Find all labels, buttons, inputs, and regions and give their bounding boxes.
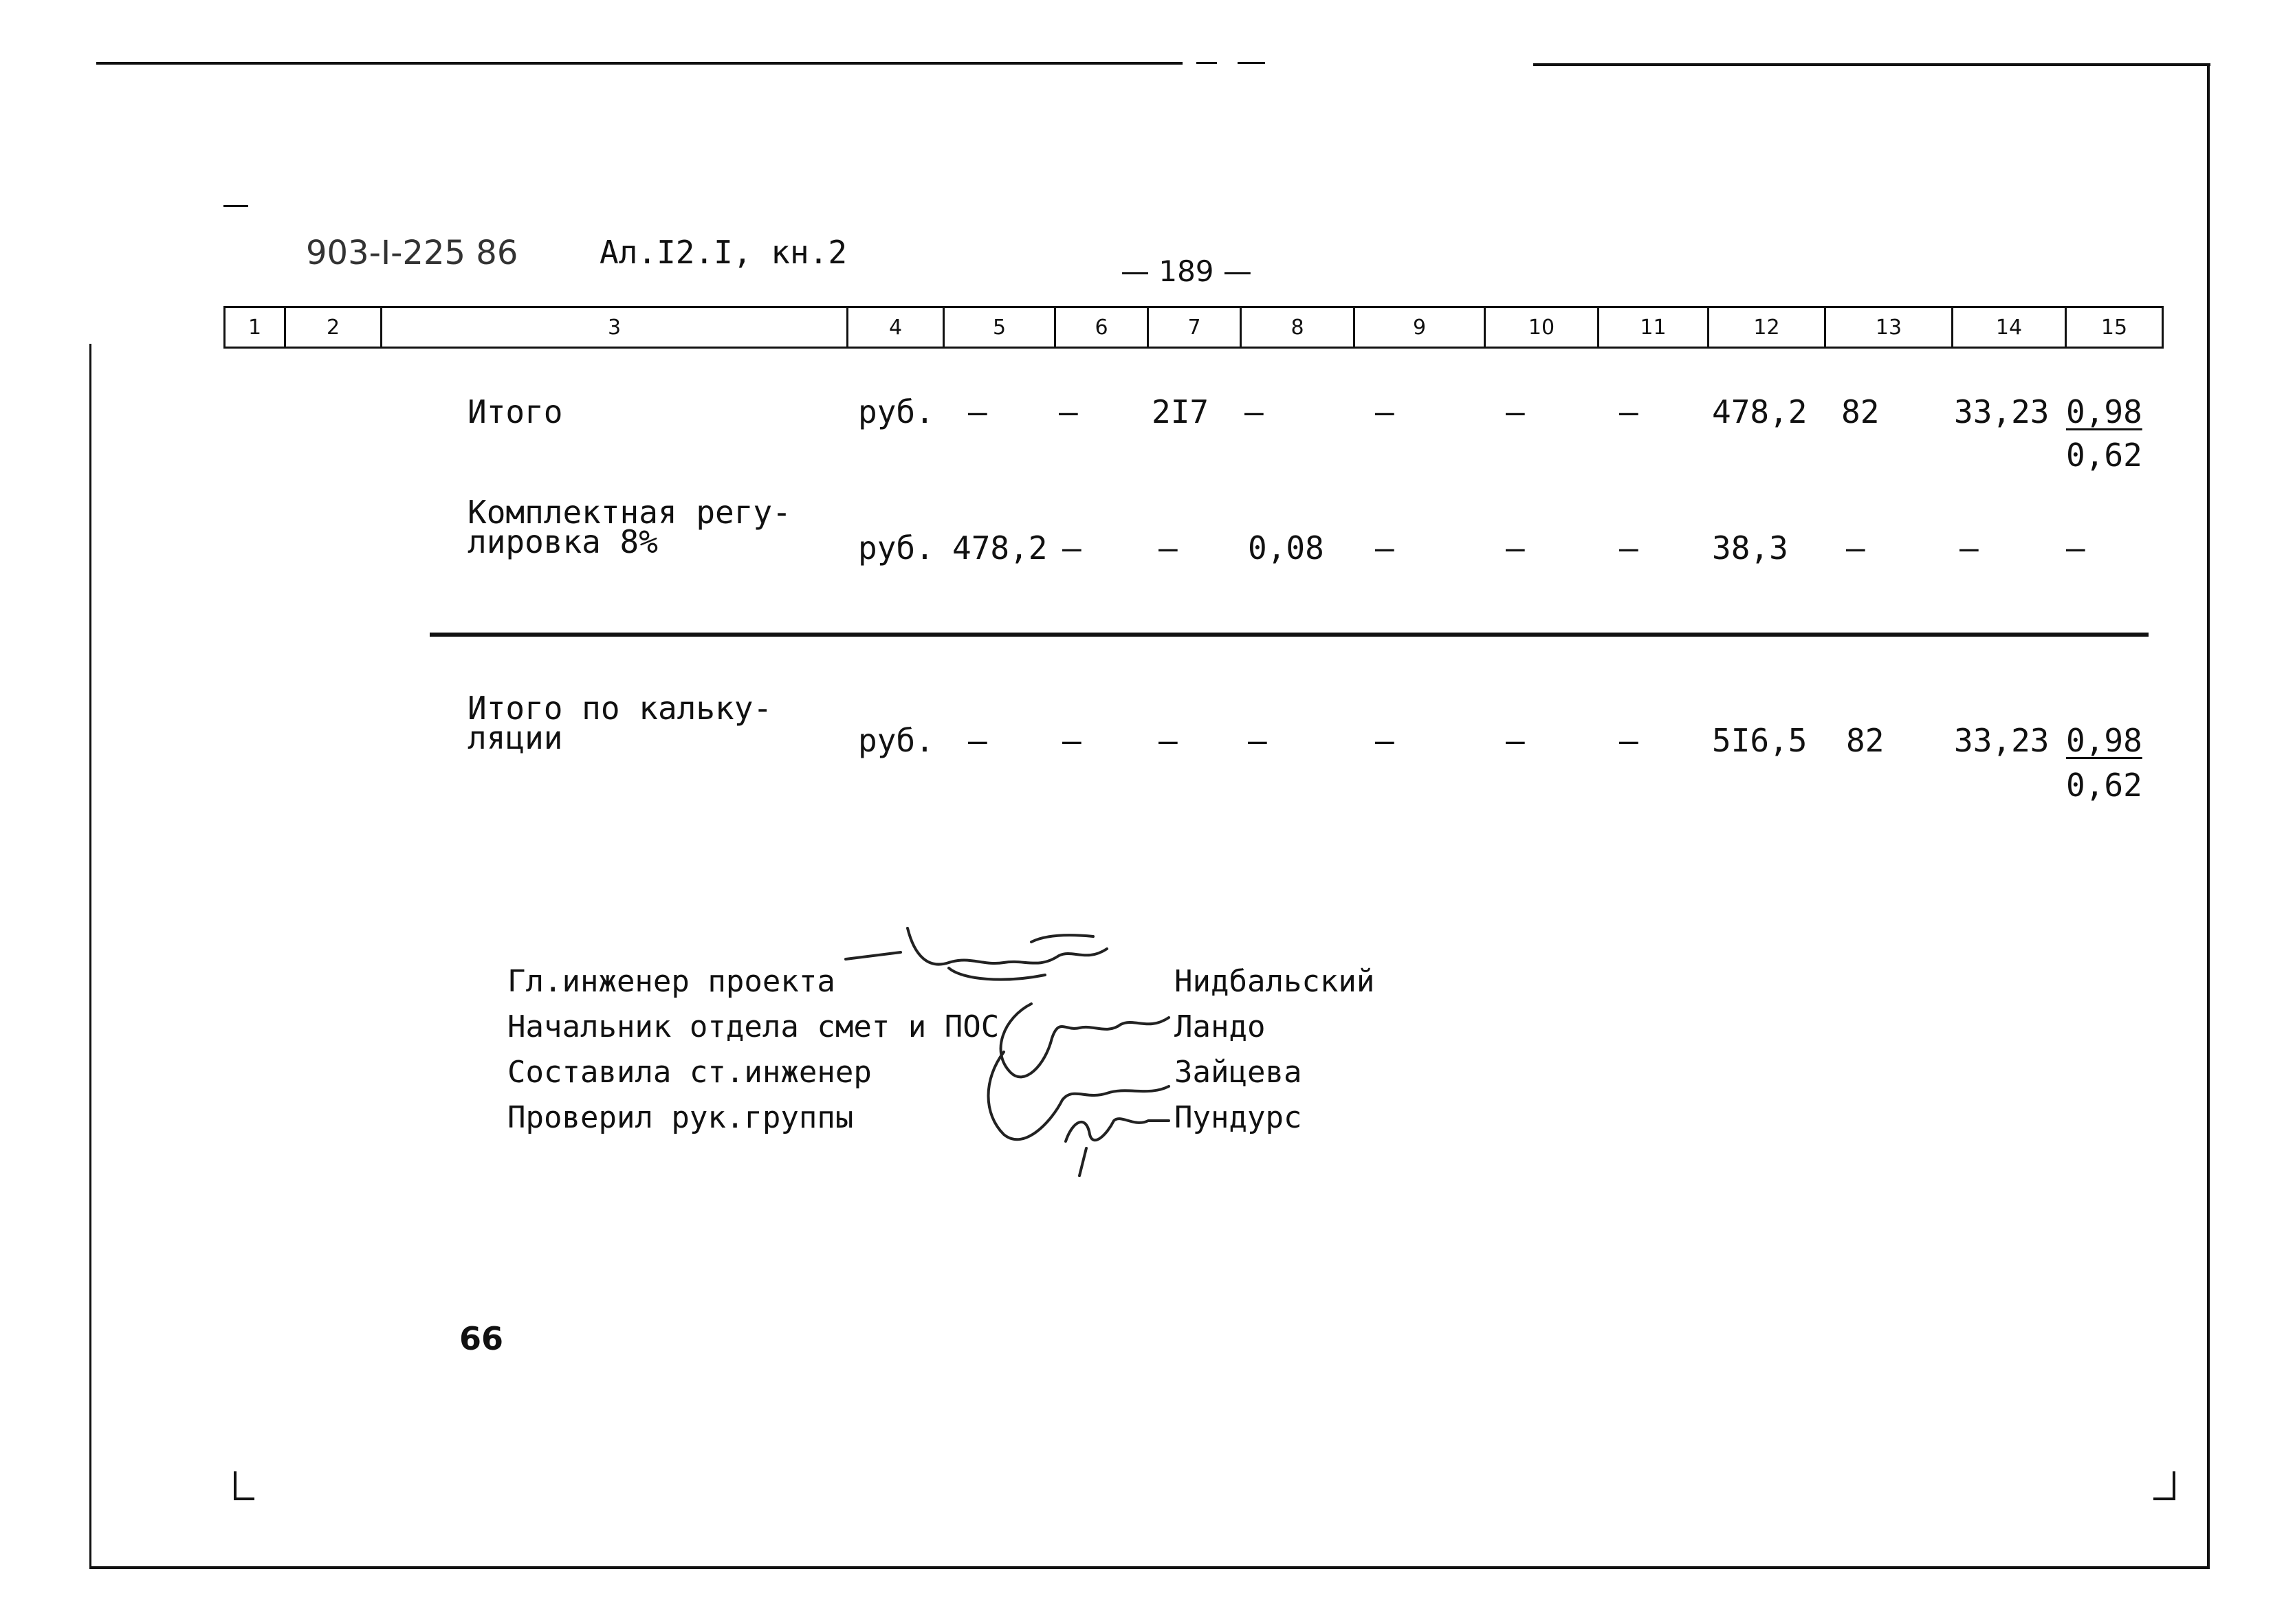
signer-name: Нидбальский <box>1174 964 1375 999</box>
top-border-left <box>96 62 1183 65</box>
cell-c7: – <box>1159 529 1178 567</box>
cell-c5: – <box>968 393 987 430</box>
section-divider <box>430 633 2149 637</box>
footer-mark: 66 <box>459 1320 504 1357</box>
cell-c15-top: 0,98 <box>2066 722 2142 759</box>
cell-c11: – <box>1619 529 1638 567</box>
corner-mark-br-v <box>2173 1471 2175 1500</box>
handwritten-signatures <box>825 914 1210 1183</box>
cell-c5: 478,2 <box>952 529 1048 567</box>
signer-name: Ландо <box>1174 1009 1266 1044</box>
top-border-right <box>1533 63 2210 66</box>
top-border-dash <box>1196 62 1217 64</box>
col-header-8: 8 <box>1240 308 1353 347</box>
col-header-3: 3 <box>380 308 846 347</box>
cell-c9: – <box>1375 393 1394 430</box>
signer-role: Проверил рук.группы <box>507 1100 854 1135</box>
cell-c6: – <box>1062 529 1081 567</box>
signer-role: Составила ст.инженер <box>507 1055 872 1090</box>
cell-c14: 33,23 <box>1954 722 2050 759</box>
cell-c15-bottom: 0,62 <box>2066 437 2142 474</box>
bottom-border <box>89 1566 2210 1569</box>
cell-c14: – <box>1959 529 1979 567</box>
col-header-14: 14 <box>1951 308 2065 347</box>
col-header-6: 6 <box>1054 308 1147 347</box>
col-header-13: 13 <box>1824 308 1951 347</box>
col-header-1: 1 <box>248 315 262 340</box>
col-header-7: 7 <box>1147 308 1240 347</box>
cell-c13: – <box>1846 529 1865 567</box>
cell-c5: – <box>968 722 987 759</box>
cell-c7: – <box>1159 722 1178 759</box>
cell-c6: – <box>1059 393 1078 430</box>
row-name-line2: ляции <box>468 719 563 756</box>
cell-c15-top: 0,98 <box>2066 393 2142 430</box>
cell-c13: 82 <box>1841 393 1880 430</box>
cell-c12: 38,3 <box>1712 529 1788 567</box>
corner-mark-br-h <box>2153 1497 2174 1500</box>
row-name-line1: Комплектная регу- <box>468 494 791 531</box>
signer-role: Начальник отдела смет и ПОС <box>507 1009 1000 1044</box>
cell-c9: – <box>1375 529 1394 567</box>
row-name-line2: лировка 8% <box>468 523 658 560</box>
cell-c10: – <box>1506 393 1525 430</box>
cell-c6: – <box>1062 722 1081 759</box>
doc-code: 903-I-225 86 <box>306 234 518 272</box>
cell-c10: – <box>1506 722 1525 759</box>
album-label: Ал.I2.I, кн.2 <box>600 234 848 271</box>
cell-c12: 5I6,5 <box>1712 722 1808 759</box>
cell-c11: – <box>1619 393 1638 430</box>
top-border-dash <box>1238 62 1265 64</box>
cell-c8: 0,08 <box>1248 529 1324 567</box>
cell-c12: 478,2 <box>1712 393 1808 430</box>
cell-c10: – <box>1506 529 1525 567</box>
row-name: Итого <box>468 393 563 430</box>
row-unit: руб. <box>858 529 934 567</box>
row-name-line1: Итого по кальку- <box>468 690 773 727</box>
signer-role: Гл.инженер проекта <box>507 964 835 999</box>
row-unit: руб. <box>858 722 934 759</box>
row-unit: руб. <box>858 393 934 430</box>
col-header-10: 10 <box>1484 308 1597 347</box>
column-header-row <box>223 306 2164 349</box>
signer-name: Пундурс <box>1174 1100 1302 1135</box>
col-header-4: 4 <box>846 308 943 347</box>
col-header-5: 5 <box>943 308 1054 347</box>
signer-name: Зайцева <box>1174 1055 1302 1090</box>
cell-c9: – <box>1375 722 1394 759</box>
col-header-2: 2 <box>284 308 380 347</box>
corner-mark-bl-h <box>234 1497 254 1500</box>
col-header-9: 9 <box>1353 308 1484 347</box>
col-header-15: 15 <box>2065 308 2162 347</box>
corner-tick <box>223 205 248 207</box>
cell-c11: – <box>1619 722 1638 759</box>
cell-c8: – <box>1244 393 1264 430</box>
col-header-12: 12 <box>1707 308 1824 347</box>
corner-mark-bl-v <box>234 1471 237 1500</box>
page-number: — 189 — <box>1121 254 1252 288</box>
cell-c15-bottom: 0,62 <box>2066 767 2142 804</box>
col-header-11: 11 <box>1597 308 1707 347</box>
cell-c8: – <box>1248 722 1267 759</box>
left-border <box>89 344 91 1568</box>
right-border <box>2207 63 2210 1569</box>
cell-c15: – <box>2066 529 2085 567</box>
cell-c13: 82 <box>1846 722 1885 759</box>
cell-c7: 2I7 <box>1152 393 1209 430</box>
cell-c14: 33,23 <box>1954 393 2050 430</box>
